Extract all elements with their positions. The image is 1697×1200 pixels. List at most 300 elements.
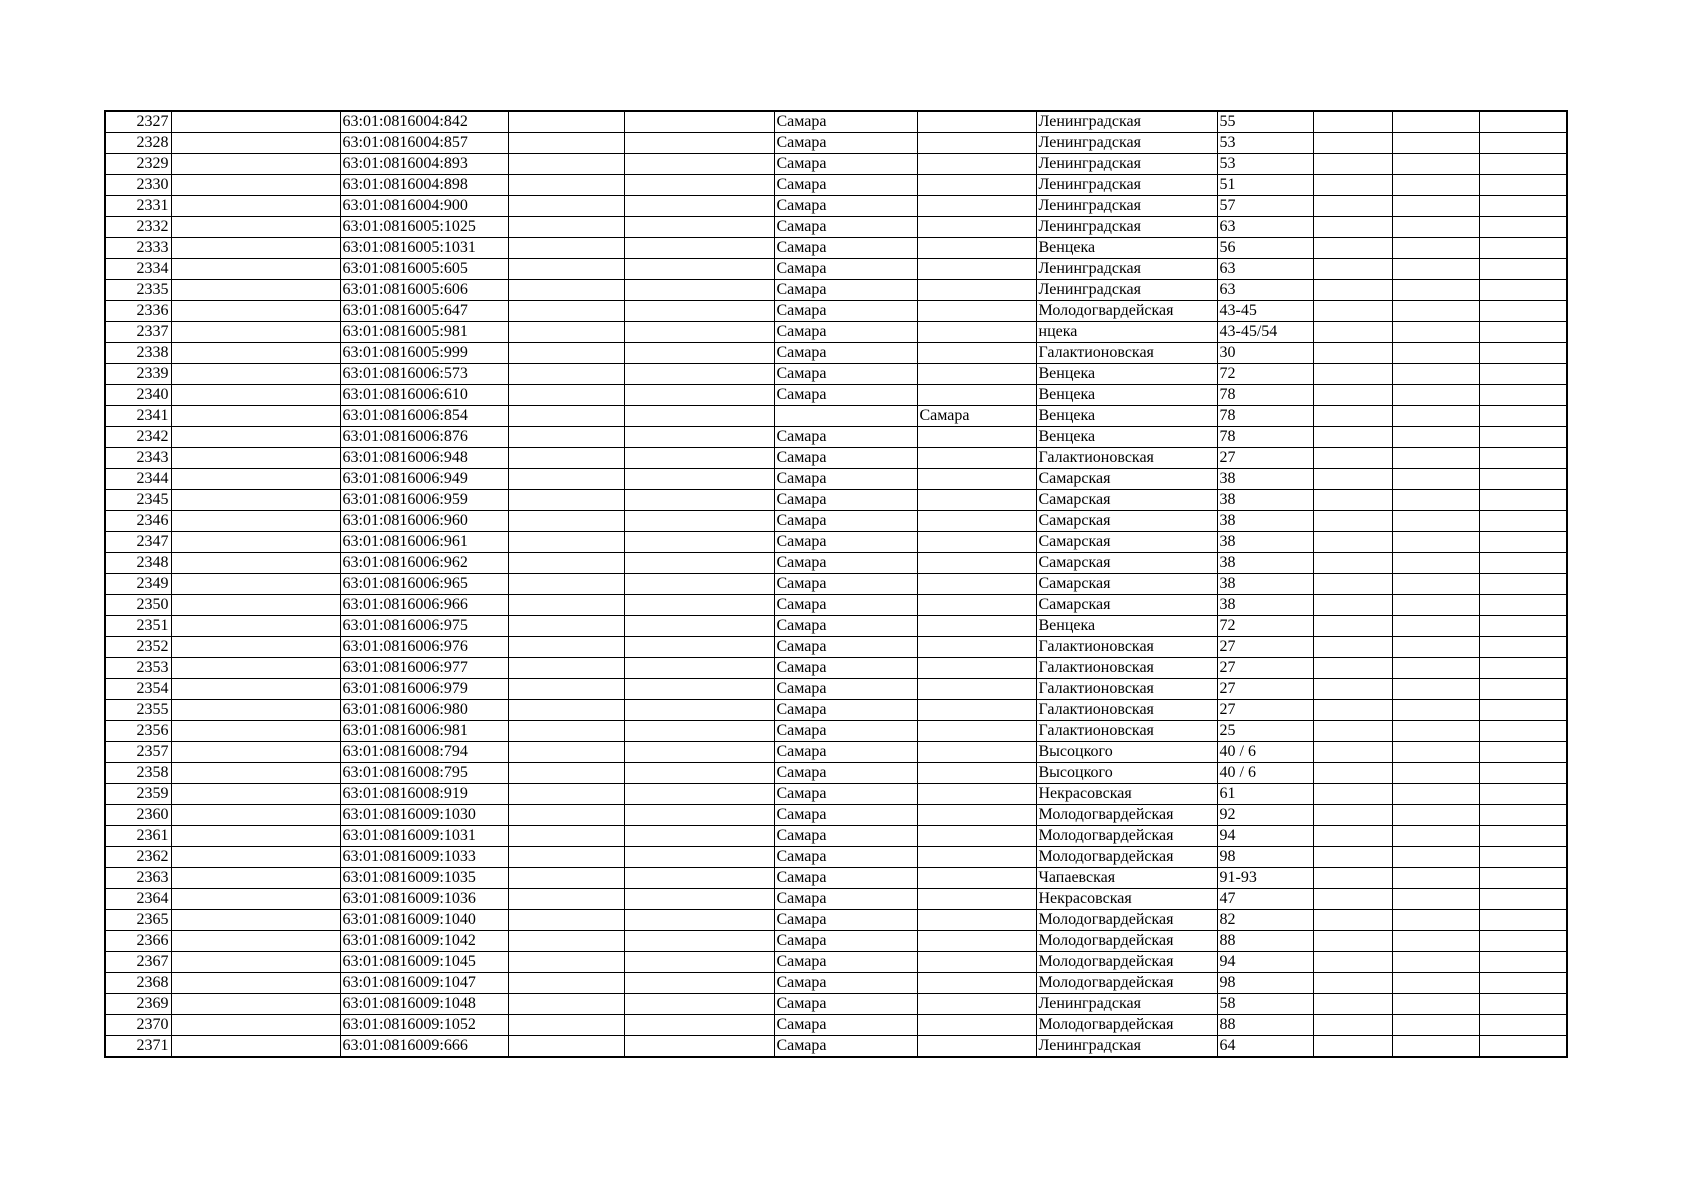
city-cell: Самара (774, 994, 917, 1015)
table-row (105, 196, 1567, 217)
table-row (105, 427, 1567, 448)
table-row (105, 469, 1567, 490)
row-number-cell: 2346 (105, 511, 171, 532)
empty-cell (1392, 910, 1479, 931)
empty-cell (1313, 280, 1392, 301)
table-row (105, 616, 1567, 637)
empty-cell (171, 469, 340, 490)
city-cell (774, 406, 917, 427)
empty-cell (1479, 658, 1567, 679)
empty-cell (1313, 238, 1392, 259)
cadastral-number-cell: 63:01:0816009:1040 (340, 910, 508, 931)
row-number-cell: 2342 (105, 427, 171, 448)
city-cell: Самара (774, 238, 917, 259)
row-number-cell: 2365 (105, 910, 171, 931)
cadastral-number-cell: 63:01:0816006:960 (340, 511, 508, 532)
city-cell: Самара (774, 1036, 917, 1058)
empty-cell (508, 133, 624, 154)
street-cell: Самарская (1036, 532, 1217, 553)
document-page (104, 110, 1568, 1058)
empty-cell (624, 406, 774, 427)
cadastral-number-cell: 63:01:0816009:1052 (340, 1015, 508, 1036)
city-alt-cell (917, 763, 1036, 784)
city-alt-cell (917, 637, 1036, 658)
empty-cell (624, 931, 774, 952)
row-number-cell: 2330 (105, 175, 171, 196)
street-cell: Венцека (1036, 385, 1217, 406)
street-cell: Галактионовская (1036, 679, 1217, 700)
empty-cell (508, 784, 624, 805)
empty-cell (508, 280, 624, 301)
empty-cell (624, 532, 774, 553)
row-number-cell: 2332 (105, 217, 171, 238)
house-number-cell: 43-45/54 (1217, 322, 1313, 343)
empty-cell (508, 742, 624, 763)
city-cell: Самара (774, 322, 917, 343)
cadastral-number-cell: 63:01:0816009:1031 (340, 826, 508, 847)
empty-cell (624, 196, 774, 217)
empty-cell (1313, 595, 1392, 616)
row-number-cell: 2359 (105, 784, 171, 805)
table-row (105, 385, 1567, 406)
empty-cell (1479, 805, 1567, 826)
empty-cell (1479, 637, 1567, 658)
empty-cell (1392, 406, 1479, 427)
empty-cell (1313, 406, 1392, 427)
street-cell: Высоцкого (1036, 763, 1217, 784)
city-cell: Самара (774, 532, 917, 553)
row-number-cell: 2352 (105, 637, 171, 658)
empty-cell (1313, 154, 1392, 175)
street-cell: Самарская (1036, 511, 1217, 532)
table-row (105, 154, 1567, 175)
house-number-cell: 38 (1217, 553, 1313, 574)
street-cell: Галактионовская (1036, 343, 1217, 364)
table-row (105, 973, 1567, 994)
cadastral-number-cell: 63:01:0816004:898 (340, 175, 508, 196)
empty-cell (1479, 826, 1567, 847)
city-cell: Самара (774, 385, 917, 406)
street-cell: Самарская (1036, 595, 1217, 616)
empty-cell (1392, 595, 1479, 616)
empty-cell (624, 847, 774, 868)
row-number-cell: 2358 (105, 763, 171, 784)
empty-cell (1392, 133, 1479, 154)
row-number-cell: 2328 (105, 133, 171, 154)
city-alt-cell (917, 952, 1036, 973)
empty-cell (1313, 973, 1392, 994)
empty-cell (1392, 532, 1479, 553)
street-cell: Галактионовская (1036, 658, 1217, 679)
empty-cell (1392, 679, 1479, 700)
city-cell: Самара (774, 511, 917, 532)
empty-cell (171, 301, 340, 322)
street-cell: Самарская (1036, 574, 1217, 595)
empty-cell (1392, 427, 1479, 448)
city-cell: Самара (774, 889, 917, 910)
row-number-cell: 2347 (105, 532, 171, 553)
empty-cell (508, 427, 624, 448)
city-cell: Самара (774, 133, 917, 154)
street-cell: Некрасовская (1036, 784, 1217, 805)
house-number-cell: 27 (1217, 679, 1313, 700)
street-cell: Молодогвардейская (1036, 952, 1217, 973)
cadastral-number-cell: 63:01:0816006:975 (340, 616, 508, 637)
city-cell: Самара (774, 427, 917, 448)
row-number-cell: 2337 (105, 322, 171, 343)
cadastral-number-cell: 63:01:0816008:919 (340, 784, 508, 805)
cadastral-number-cell: 63:01:0816005:999 (340, 343, 508, 364)
table-row (105, 490, 1567, 511)
house-number-cell: 47 (1217, 889, 1313, 910)
city-alt-cell (917, 616, 1036, 637)
empty-cell (1392, 574, 1479, 595)
table-row (105, 1036, 1567, 1058)
empty-cell (1392, 385, 1479, 406)
registry-table (104, 110, 1568, 1058)
city-cell: Самара (774, 175, 917, 196)
house-number-cell: 30 (1217, 343, 1313, 364)
empty-cell (1479, 952, 1567, 973)
empty-cell (508, 532, 624, 553)
empty-cell (1313, 217, 1392, 238)
empty-cell (508, 868, 624, 889)
city-cell: Самара (774, 364, 917, 385)
table-row (105, 322, 1567, 343)
empty-cell (508, 616, 624, 637)
row-number-cell: 2362 (105, 847, 171, 868)
table-row (105, 637, 1567, 658)
city-alt-cell (917, 490, 1036, 511)
street-cell: Галактионовская (1036, 448, 1217, 469)
row-number-cell: 2335 (105, 280, 171, 301)
empty-cell (1479, 469, 1567, 490)
row-number-cell: 2360 (105, 805, 171, 826)
empty-cell (624, 658, 774, 679)
row-number-cell: 2367 (105, 952, 171, 973)
empty-cell (171, 364, 340, 385)
city-cell: Самара (774, 847, 917, 868)
empty-cell (1392, 364, 1479, 385)
empty-cell (1313, 679, 1392, 700)
empty-cell (508, 448, 624, 469)
city-alt-cell (917, 259, 1036, 280)
house-number-cell: 38 (1217, 574, 1313, 595)
empty-cell (508, 196, 624, 217)
street-cell: Молодогвардейская (1036, 301, 1217, 322)
street-cell: Высоцкого (1036, 742, 1217, 763)
house-number-cell: 27 (1217, 658, 1313, 679)
empty-cell (1313, 111, 1392, 133)
empty-cell (624, 868, 774, 889)
empty-cell (624, 364, 774, 385)
city-cell: Самара (774, 700, 917, 721)
empty-cell (171, 490, 340, 511)
empty-cell (1392, 616, 1479, 637)
empty-cell (1313, 721, 1392, 742)
row-number-cell: 2334 (105, 259, 171, 280)
city-cell: Самара (774, 931, 917, 952)
empty-cell (1479, 448, 1567, 469)
street-cell: Ленинградская (1036, 259, 1217, 280)
house-number-cell: 55 (1217, 111, 1313, 133)
empty-cell (1479, 175, 1567, 196)
street-cell: Молодогвардейская (1036, 931, 1217, 952)
cadastral-number-cell: 63:01:0816004:842 (340, 111, 508, 133)
empty-cell (171, 700, 340, 721)
empty-cell (1313, 952, 1392, 973)
city-cell: Самара (774, 763, 917, 784)
empty-cell (624, 301, 774, 322)
house-number-cell: 38 (1217, 595, 1313, 616)
empty-cell (1392, 301, 1479, 322)
city-alt-cell (917, 742, 1036, 763)
cadastral-number-cell: 63:01:0816005:1025 (340, 217, 508, 238)
empty-cell (1479, 1036, 1567, 1058)
empty-cell (1479, 679, 1567, 700)
empty-cell (1392, 259, 1479, 280)
city-alt-cell (917, 511, 1036, 532)
empty-cell (171, 343, 340, 364)
empty-cell (1479, 574, 1567, 595)
empty-cell (1479, 196, 1567, 217)
street-cell: Самарская (1036, 469, 1217, 490)
empty-cell (624, 427, 774, 448)
street-cell: Ленинградская (1036, 994, 1217, 1015)
empty-cell (171, 952, 340, 973)
city-alt-cell (917, 595, 1036, 616)
empty-cell (1392, 973, 1479, 994)
row-number-cell: 2368 (105, 973, 171, 994)
house-number-cell: 78 (1217, 385, 1313, 406)
city-alt-cell (917, 238, 1036, 259)
empty-cell (1313, 847, 1392, 868)
empty-cell (624, 679, 774, 700)
empty-cell (1479, 154, 1567, 175)
empty-cell (508, 406, 624, 427)
empty-cell (508, 259, 624, 280)
empty-cell (1313, 763, 1392, 784)
empty-cell (171, 973, 340, 994)
house-number-cell: 38 (1217, 532, 1313, 553)
row-number-cell: 2351 (105, 616, 171, 637)
city-cell: Самара (774, 574, 917, 595)
empty-cell (624, 175, 774, 196)
empty-cell (171, 532, 340, 553)
empty-cell (508, 952, 624, 973)
city-cell: Самара (774, 343, 917, 364)
street-cell: Галактионовская (1036, 700, 1217, 721)
street-cell: нцека (1036, 322, 1217, 343)
empty-cell (1313, 364, 1392, 385)
empty-cell (171, 427, 340, 448)
street-cell: Ленинградская (1036, 175, 1217, 196)
empty-cell (1392, 111, 1479, 133)
row-number-cell: 2338 (105, 343, 171, 364)
city-cell: Самара (774, 259, 917, 280)
empty-cell (1479, 301, 1567, 322)
empty-cell (1392, 763, 1479, 784)
empty-cell (1479, 616, 1567, 637)
empty-cell (171, 1036, 340, 1058)
city-alt-cell (917, 280, 1036, 301)
empty-cell (624, 553, 774, 574)
empty-cell (1479, 595, 1567, 616)
cadastral-number-cell: 63:01:0816006:959 (340, 490, 508, 511)
row-number-cell: 2333 (105, 238, 171, 259)
city-cell: Самара (774, 952, 917, 973)
empty-cell (1479, 406, 1567, 427)
empty-cell (1313, 994, 1392, 1015)
empty-cell (1313, 196, 1392, 217)
empty-cell (1479, 910, 1567, 931)
city-alt-cell (917, 448, 1036, 469)
city-cell: Самара (774, 217, 917, 238)
empty-cell (508, 973, 624, 994)
empty-cell (171, 637, 340, 658)
house-number-cell: 58 (1217, 994, 1313, 1015)
table-row (105, 742, 1567, 763)
street-cell: Молодогвардейская (1036, 847, 1217, 868)
house-number-cell: 98 (1217, 847, 1313, 868)
city-alt-cell (917, 868, 1036, 889)
house-number-cell: 38 (1217, 490, 1313, 511)
city-cell: Самара (774, 868, 917, 889)
empty-cell (624, 217, 774, 238)
empty-cell (1479, 532, 1567, 553)
empty-cell (508, 931, 624, 952)
empty-cell (1313, 511, 1392, 532)
empty-cell (508, 217, 624, 238)
table-row (105, 301, 1567, 322)
empty-cell (1313, 532, 1392, 553)
empty-cell (171, 658, 340, 679)
empty-cell (624, 133, 774, 154)
empty-cell (1479, 847, 1567, 868)
empty-cell (1313, 469, 1392, 490)
empty-cell (624, 721, 774, 742)
empty-cell (508, 847, 624, 868)
empty-cell (1313, 448, 1392, 469)
city-alt-cell (917, 133, 1036, 154)
house-number-cell: 27 (1217, 637, 1313, 658)
empty-cell (1479, 700, 1567, 721)
empty-cell (171, 805, 340, 826)
empty-cell (508, 238, 624, 259)
city-cell: Самара (774, 111, 917, 133)
empty-cell (1392, 175, 1479, 196)
empty-cell (1392, 889, 1479, 910)
empty-cell (624, 994, 774, 1015)
empty-cell (1479, 259, 1567, 280)
empty-cell (1479, 280, 1567, 301)
city-alt-cell (917, 469, 1036, 490)
house-number-cell: 72 (1217, 364, 1313, 385)
street-cell: Молодогвардейская (1036, 1015, 1217, 1036)
city-cell: Самара (774, 301, 917, 322)
row-number-cell: 2370 (105, 1015, 171, 1036)
cadastral-number-cell: 63:01:0816009:1036 (340, 889, 508, 910)
house-number-cell: 63 (1217, 217, 1313, 238)
city-cell: Самара (774, 805, 917, 826)
empty-cell (1392, 805, 1479, 826)
city-cell: Самара (774, 784, 917, 805)
cadastral-number-cell: 63:01:0816006:976 (340, 637, 508, 658)
empty-cell (1313, 889, 1392, 910)
table-row (105, 343, 1567, 364)
cadastral-number-cell: 63:01:0816006:610 (340, 385, 508, 406)
cadastral-number-cell: 63:01:0816006:980 (340, 700, 508, 721)
cadastral-number-cell: 63:01:0816009:1047 (340, 973, 508, 994)
empty-cell (1392, 280, 1479, 301)
house-number-cell: 40 / 6 (1217, 742, 1313, 763)
empty-cell (624, 385, 774, 406)
empty-cell (1479, 868, 1567, 889)
empty-cell (1313, 553, 1392, 574)
city-alt-cell (917, 385, 1036, 406)
city-alt-cell (917, 931, 1036, 952)
table-row (105, 763, 1567, 784)
empty-cell (1392, 448, 1479, 469)
empty-cell (1392, 721, 1479, 742)
city-alt-cell (917, 910, 1036, 931)
cadastral-number-cell: 63:01:0816004:857 (340, 133, 508, 154)
empty-cell (171, 595, 340, 616)
cadastral-number-cell: 63:01:0816006:977 (340, 658, 508, 679)
row-number-cell: 2349 (105, 574, 171, 595)
cadastral-number-cell: 63:01:0816009:666 (340, 1036, 508, 1058)
cadastral-number-cell: 63:01:0816006:949 (340, 469, 508, 490)
house-number-cell: 40 / 6 (1217, 763, 1313, 784)
city-alt-cell (917, 994, 1036, 1015)
empty-cell (1392, 868, 1479, 889)
house-number-cell: 53 (1217, 133, 1313, 154)
row-number-cell: 2369 (105, 994, 171, 1015)
table-row (105, 868, 1567, 889)
city-cell: Самара (774, 280, 917, 301)
table-row (105, 553, 1567, 574)
empty-cell (508, 994, 624, 1015)
street-cell: Ленинградская (1036, 133, 1217, 154)
empty-cell (1313, 427, 1392, 448)
empty-cell (171, 133, 340, 154)
empty-cell (171, 406, 340, 427)
empty-cell (171, 154, 340, 175)
cadastral-number-cell: 63:01:0816009:1033 (340, 847, 508, 868)
house-number-cell: 27 (1217, 700, 1313, 721)
empty-cell (171, 217, 340, 238)
empty-cell (171, 280, 340, 301)
house-number-cell: 51 (1217, 175, 1313, 196)
cadastral-number-cell: 63:01:0816008:794 (340, 742, 508, 763)
row-number-cell: 2361 (105, 826, 171, 847)
house-number-cell: 88 (1217, 931, 1313, 952)
empty-cell (1479, 784, 1567, 805)
house-number-cell: 78 (1217, 406, 1313, 427)
cadastral-number-cell: 63:01:0816009:1045 (340, 952, 508, 973)
cadastral-number-cell: 63:01:0816005:981 (340, 322, 508, 343)
table-row (105, 721, 1567, 742)
empty-cell (1313, 385, 1392, 406)
city-cell: Самара (774, 826, 917, 847)
empty-cell (508, 511, 624, 532)
cadastral-number-cell: 63:01:0816005:605 (340, 259, 508, 280)
row-number-cell: 2355 (105, 700, 171, 721)
cadastral-number-cell: 63:01:0816006:962 (340, 553, 508, 574)
table-row (105, 532, 1567, 553)
city-alt-cell (917, 553, 1036, 574)
house-number-cell: 92 (1217, 805, 1313, 826)
